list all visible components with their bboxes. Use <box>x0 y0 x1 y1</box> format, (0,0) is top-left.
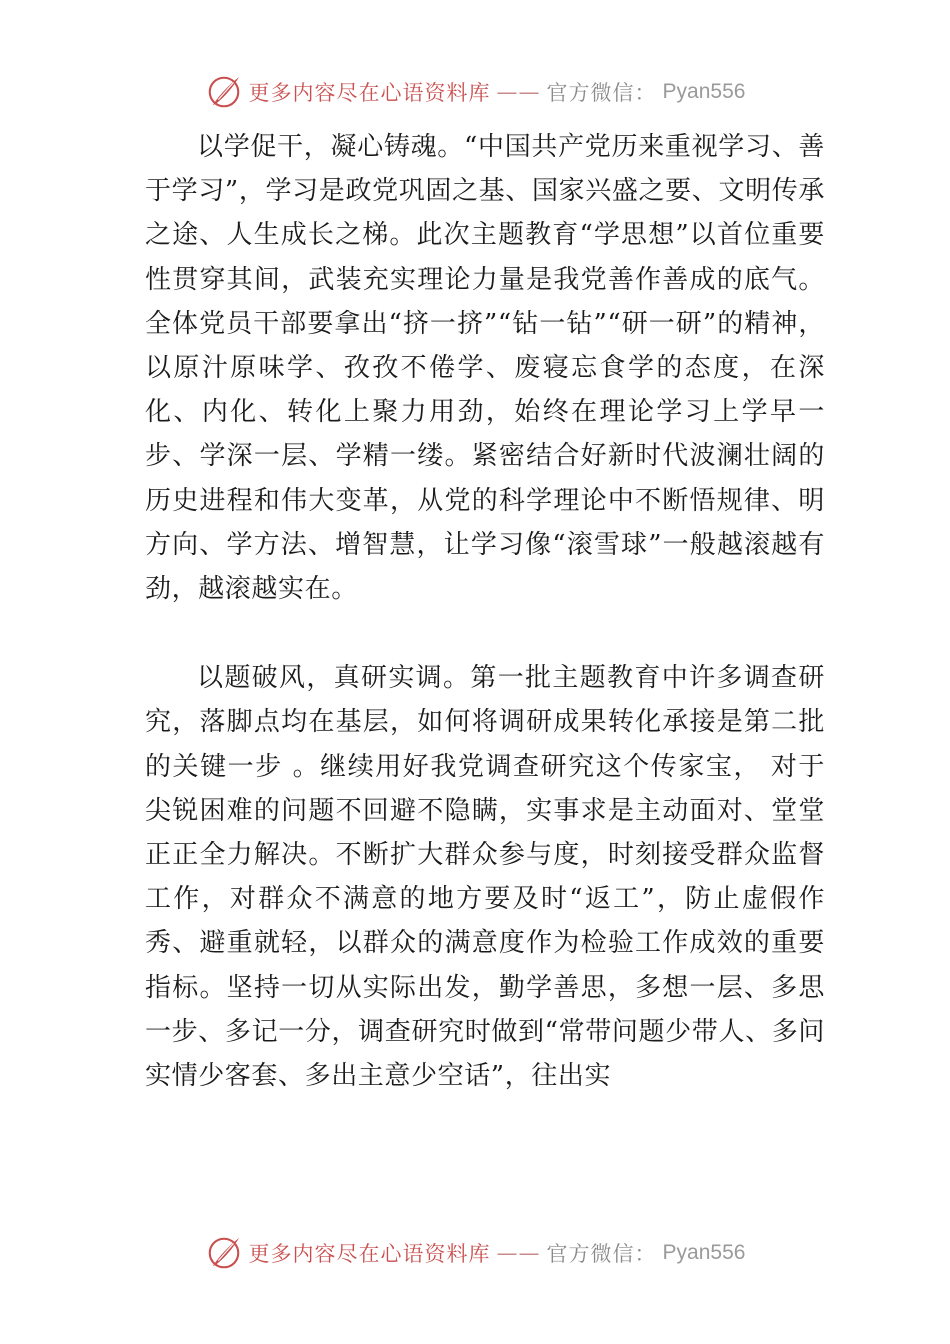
document-body <box>145 125 825 1098</box>
header-banner-wechat-label: 官方微信： <box>546 81 657 105</box>
footer-banner-title: 更多内容尽在心语资料库 <box>248 1242 491 1266</box>
page-footer <box>0 1231 950 1275</box>
header-banner-wechat-id: Pyan556 <box>662 80 746 103</box>
quill-pen-logo-icon <box>205 1234 243 1272</box>
page-header <box>0 70 950 114</box>
paragraph-2: 以题破风，真研实调。第一批主题教育中许多调查研究，落脚点均在基层，如何将调研成果转化承接是第二批的关键一步 。继续用好我党调查研究这个传家宝， 对于尖锐困难的问题不回避不隐瞒，实事求是主动面对、堂堂正正全力解决。不断扩大群众参与度，时刻接受群众监督工作，对群众不满意的地方要及时“返工”，防止虚假作秀、避重就轻，以群众的满意度作为检验工作成效的重要指标。坚持一切从实际出发，勤学善思，多想一层、多思一步、多记一分，调查研究时做到“常带问题少带人、多问实情少客套、多出主意少空话”，往出实 <box>145 663 825 1092</box>
footer-banner-wechat-id: Pyan556 <box>662 1241 746 1264</box>
header-banner-dash: —— <box>496 80 541 104</box>
footer-banner-dash: —— <box>496 1241 541 1265</box>
header-banner-title: 更多内容尽在心语资料库 <box>248 81 491 105</box>
quill-pen-logo-icon <box>205 73 243 111</box>
footer-banner <box>205 1234 746 1272</box>
header-banner <box>205 73 746 111</box>
paragraph-1: 以学促干，凝心铸魂。“中国共产党历来重视学习、善于学习”，学习是政党巩固之基、国家兴盛之要、文明传承之途、人生成长之梯。此次主题教育“学思想”以首位重要性贯穿其间，武装充实理论力量是我党善作善成的底气。全体党员干部要拿出“挤一挤”“钻一钻”“研一研”的精神，以原汁原味学、孜孜不倦学、废寝忘食学的态度，在深化、内化、转化上聚力用劲，始终在理论学习上学早一步、学深一层、学精一缕。紧密结合好新时代波澜壮阔的历史进程和伟大变革，从党的科学理论中不断悟规律、明方向、学方法、增智慧，让学习像“滚雪球”一般越滚越有劲，越滚越实在。 <box>145 132 825 605</box>
footer-banner-wechat-label: 官方微信： <box>546 1242 657 1266</box>
